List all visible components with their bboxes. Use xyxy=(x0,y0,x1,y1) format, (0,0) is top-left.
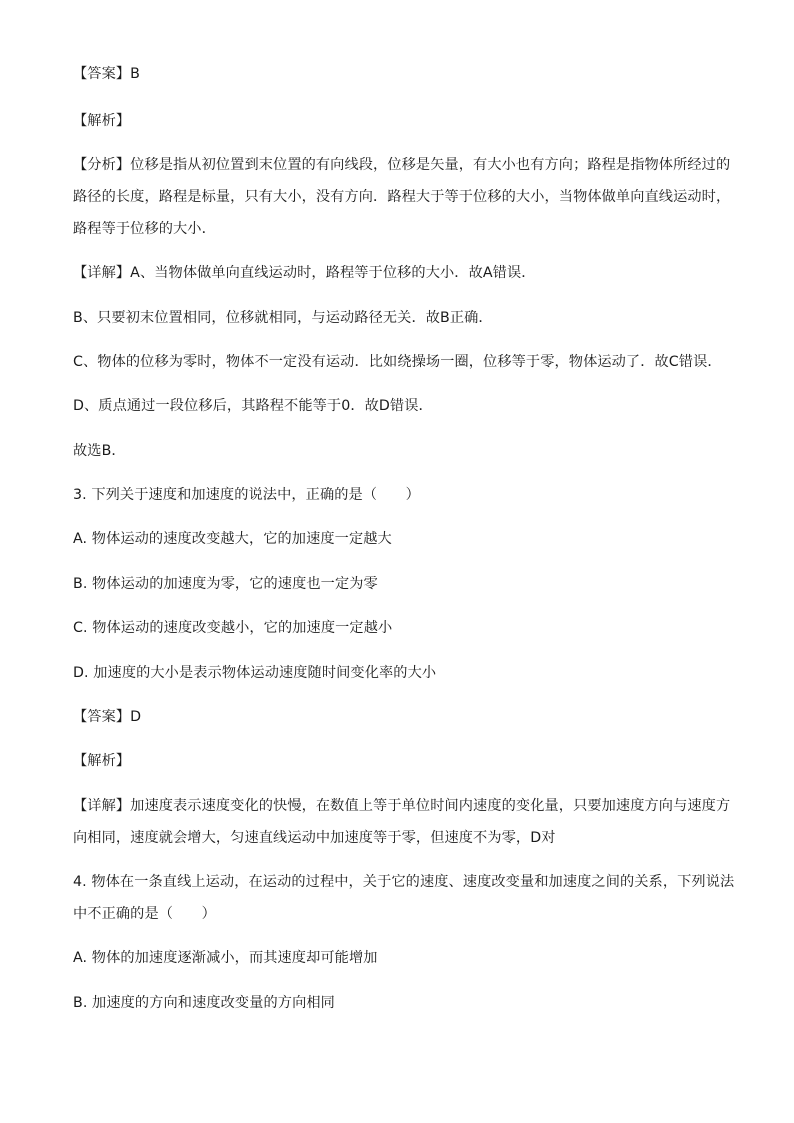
detail2-line-1: 【详解】加速度表示速度变化的快慢，在数值上等于单位时间内速度的变化量，只要加速度方向与速度方 xyxy=(73,798,731,814)
fenxi-line-3: 路程等于位移的大小． xyxy=(73,221,216,237)
question-4-stem-line-1: 4. 物体在一条直线上运动，在运动的过程中，关于它的速度、速度改变量和加速度之间的关系，下列说法 xyxy=(73,874,735,890)
analysis-heading-1: 【解析】 xyxy=(73,113,131,129)
detail-line-d: D、质点通过一段位移后，其路程不能等于0．故D错误． xyxy=(73,398,433,414)
fenxi-line-2: 路径的长度，路程是标量，只有大小，没有方向．路程大于等于位移的大小，当物体做单向直线运动时， xyxy=(73,189,731,205)
question-3-option-b: B. 物体运动的加速度为零，它的速度也一定为零 xyxy=(73,576,378,592)
detail-line-a: 【详解】A、当物体做单向直线运动时，路程等于位移的大小．故A错误． xyxy=(73,265,536,281)
question-3-option-d: D. 加速度的大小是表示物体运动速度随时间变化率的大小 xyxy=(73,665,437,681)
answer-line-1: 【答案】B xyxy=(73,66,140,82)
question-3-option-a: A. 物体运动的速度改变越大，它的加速度一定越大 xyxy=(73,531,392,547)
detail2-line-2: 向相同，速度就会增大，匀速直线运动中加速度等于零，但速度不为零，D对 xyxy=(73,830,556,846)
question-4-option-a: A. 物体的加速度逐渐减小，而其速度却可能增加 xyxy=(73,950,378,966)
question-3-stem: 3. 下列关于速度和加速度的说法中，正确的是（ ） xyxy=(73,487,420,503)
question-3-option-c: C. 物体运动的速度改变越小，它的加速度一定越小 xyxy=(73,620,393,636)
conclusion-line: 故选B． xyxy=(73,443,126,459)
answer-line-2: 【答案】D xyxy=(73,709,142,725)
analysis-heading-2: 【解析】 xyxy=(73,753,131,769)
fenxi-line-1: 【分析】位移是指从初位置到末位置的有向线段，位移是矢量，有大小也有方向；路程是指物体所经过的 xyxy=(73,157,731,173)
question-4-stem-line-2: 中不正确的是（ ） xyxy=(73,906,216,922)
detail-line-b: B、只要初末位置相同，位移就相同，与运动路径无关．故B正确． xyxy=(73,310,493,326)
question-4-option-b: B. 加速度的方向和速度改变量的方向相同 xyxy=(73,995,335,1011)
detail-line-c: C、物体的位移为零时，物体不一定没有运动．比如绕操场一圈，位移等于零，物体运动了．故C错误． xyxy=(73,354,722,370)
